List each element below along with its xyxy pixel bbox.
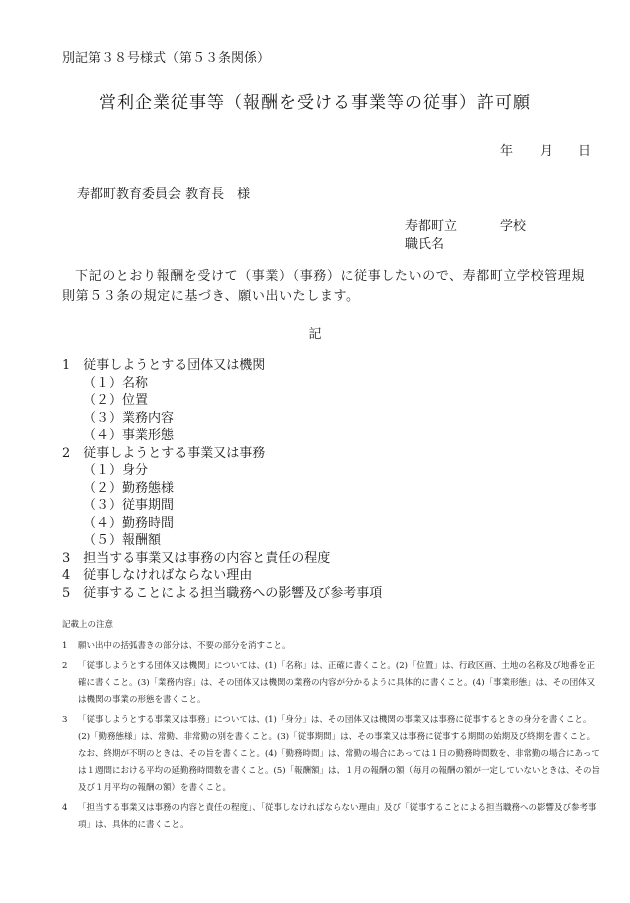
note-text: 「担当する事業又は事務の内容と責任の程度」、「従事しなければならない理由」及び「従事することによる担当職務への影響及び参考事項」は、具体的に書くこと。 (78, 803, 597, 830)
note-number: 3 (62, 715, 68, 725)
note-number: 4 (62, 803, 68, 813)
item-2-sub-3: （３）従事期間 (83, 498, 175, 513)
note-text: 願い出中の括弧書きの部分は、不要の部分を消すこと。 (78, 641, 291, 651)
note-3 (62, 712, 602, 797)
note-number: 2 (62, 661, 68, 671)
item-2-sub-5: （５）報酬額 (83, 533, 162, 548)
addressee: 寿都町教育委員会 教育長 様 (77, 187, 251, 202)
date-year-label: 年 (500, 144, 514, 159)
item-2: 2 従事しようとする事業又は事務 (62, 445, 266, 461)
item-3: 3 担当する事業又は事務の内容と責任の程度 (62, 550, 331, 566)
request-body-text: 下記のとおり報酬を受けて（事業）（事務）に従事したいので、寿都町立学校管理規則第５３条の規定に基づき、願い出いたします。 (62, 269, 586, 304)
note-2 (62, 658, 602, 709)
note-text: 「従事しようとする事業又は事務」については、(1)「身分」は、その団体又は機関の事業又は事務に従事するときの身分を書くこと。(2)「勤務態様」は、常勤、非常勤の別を書くこと。(3)「従事期間」は、その事業又は事務に従事する期間の始期及び終期を書くこと。なお、終期が不明のときは、その旨を書くこと。(4)「勤務時間」は、常勤の場合にあっては１日の勤務時間数を、非常勤の場合にあっては１週間における平均の延勤務時間数を書くこと。(5)「報酬額」は、１月の報酬の額（毎月の報酬の額が一定していないときは、その旨及び１月平均の報酬の額）を書くこと。 (78, 715, 601, 793)
document-title: 営利企業従事等（報酬を受ける事業等の従事）許可願 (99, 93, 531, 113)
item-1-sub-3: （３）業務内容 (83, 410, 175, 426)
position-name-label: 職氏名 (405, 237, 445, 252)
item-2-sub-2: （２）勤務態様 (83, 480, 175, 496)
item-2-sub-1: （１）身分 (83, 463, 149, 478)
note-text: 「従事しようとする団体又は機関」については、(1)「名称」は、正確に書くこと。(2)「位置」は、行政区画、土地の名称及び地番を正確に書くこと。(3)「業務内容」は、その団体又は機関の業務の内容が分かるように具体的に書くこと。(4)「事業形態」は、その団体又は機関の事業の形態を書くこと。 (78, 661, 596, 705)
item-1-sub-2: （２）位置 (83, 393, 149, 408)
form-number: 別記第３８号様式（第５３条関係） (62, 51, 271, 66)
item-5: 5 従事することによる担当職務への影響及び参考事項 (62, 585, 383, 601)
item-1-sub-4: （４）事業形態 (83, 428, 175, 443)
item-2-sub-4: （４）勤務時間 (83, 515, 175, 531)
notes-title: 記載上の注意 (62, 620, 114, 630)
school-prefix: 寿都町立 (405, 219, 458, 234)
item-1-sub-1: （１）名称 (83, 375, 149, 391)
date-month-label: 月 (540, 144, 554, 159)
item-1: 1 従事しようとする団体又は機関 (62, 358, 266, 373)
item-4: 4 従事しなければならない理由 (62, 568, 253, 583)
ki-heading: 記 (308, 327, 322, 342)
school-suffix: 学校 (500, 219, 527, 234)
notes-section (62, 618, 602, 837)
note-1 (62, 638, 602, 655)
date-day-label: 日 (578, 144, 592, 159)
item-list (62, 357, 382, 602)
note-4 (62, 800, 602, 834)
note-number: 1 (62, 641, 68, 651)
